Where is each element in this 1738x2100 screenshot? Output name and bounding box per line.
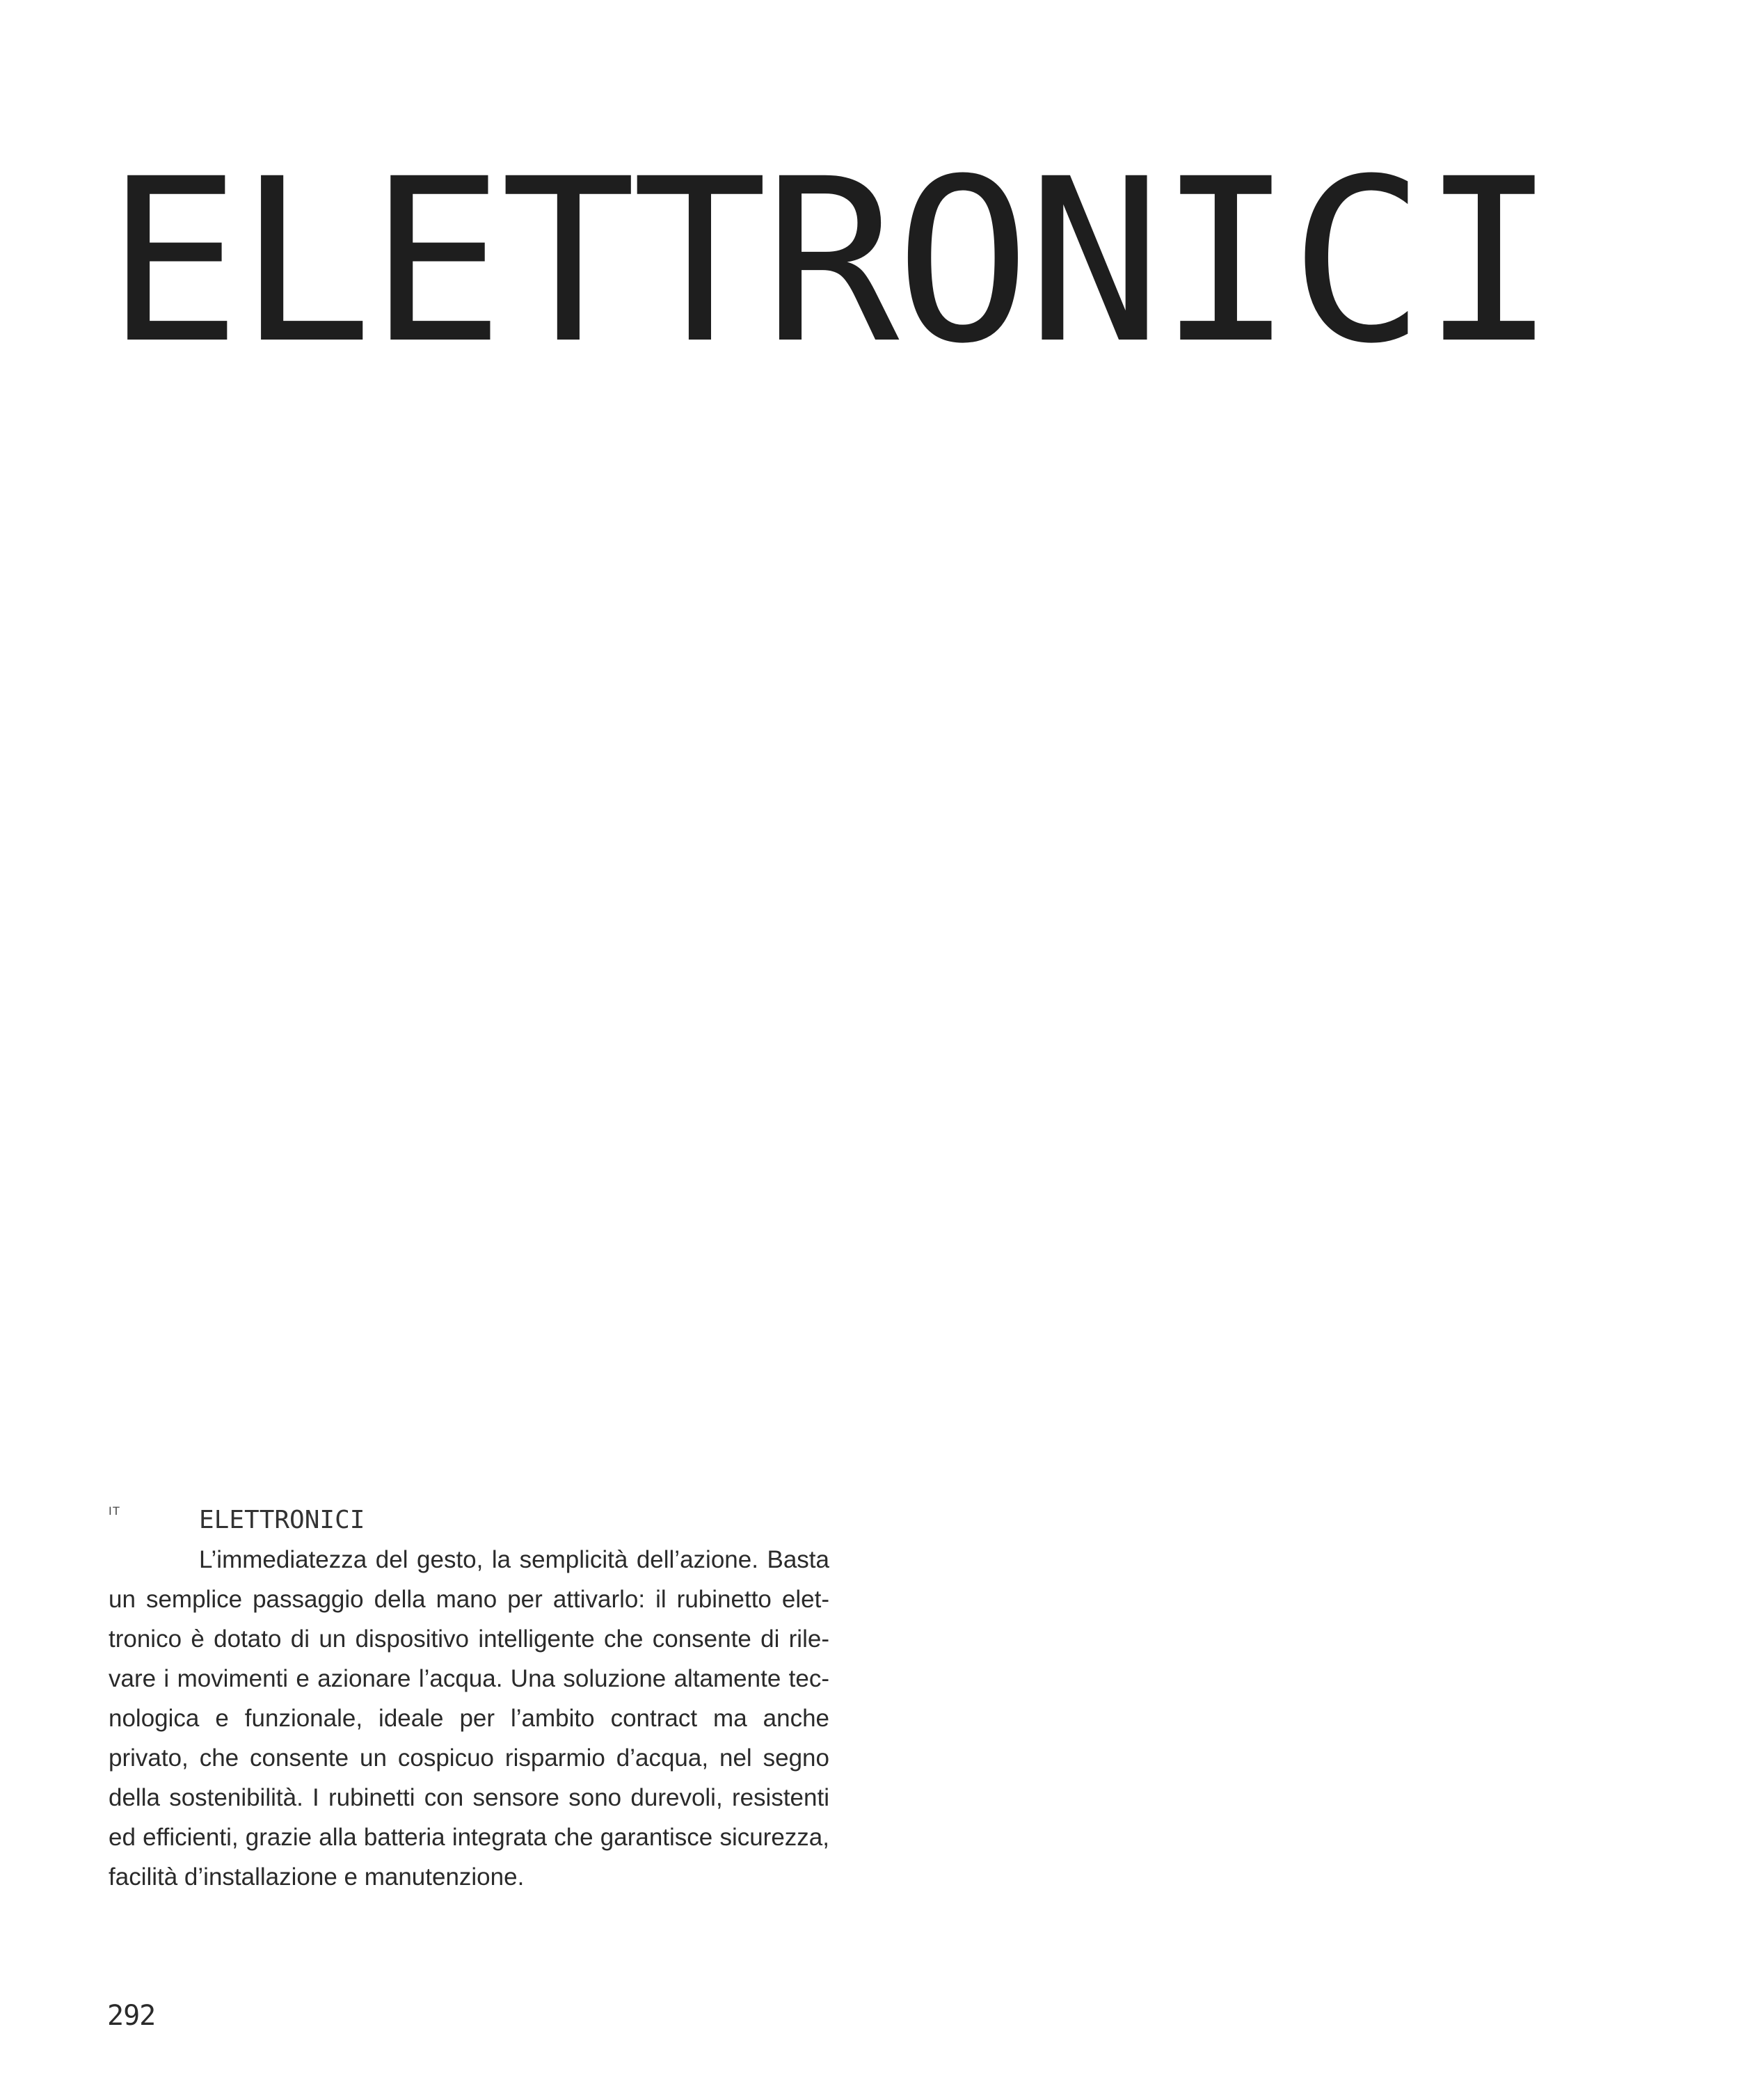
page-title: ELETTRONICI [106, 131, 1553, 393]
body-paragraph: L’immediatezza del gesto, la semplicità dell’azione. Basta un semplice passaggio della mano per attivarlo: il rubinetto elettronico è dotato di un dispositivo intelligente che consente di rilevare i movimenti e azionare l’acqua. Una soluzione altamente tecnologica e funzionale, ideale per l’ambito contract ma anche privato, che consente un cospicuo risparmio d’acqua, nel segno della sostenibilità. I rubinetti con sensore sono durevoli, resistenti ed efficienti, grazie alla batteria integrata che garantisce sicurezza, facilità d’installazione e manutenzione. [109, 1546, 829, 1891]
page-number: 292 [107, 2000, 156, 2032]
section-heading: ELETTRONICI [199, 1506, 365, 1534]
text-block [109, 1500, 829, 1897]
language-code: IT [109, 1504, 121, 1518]
